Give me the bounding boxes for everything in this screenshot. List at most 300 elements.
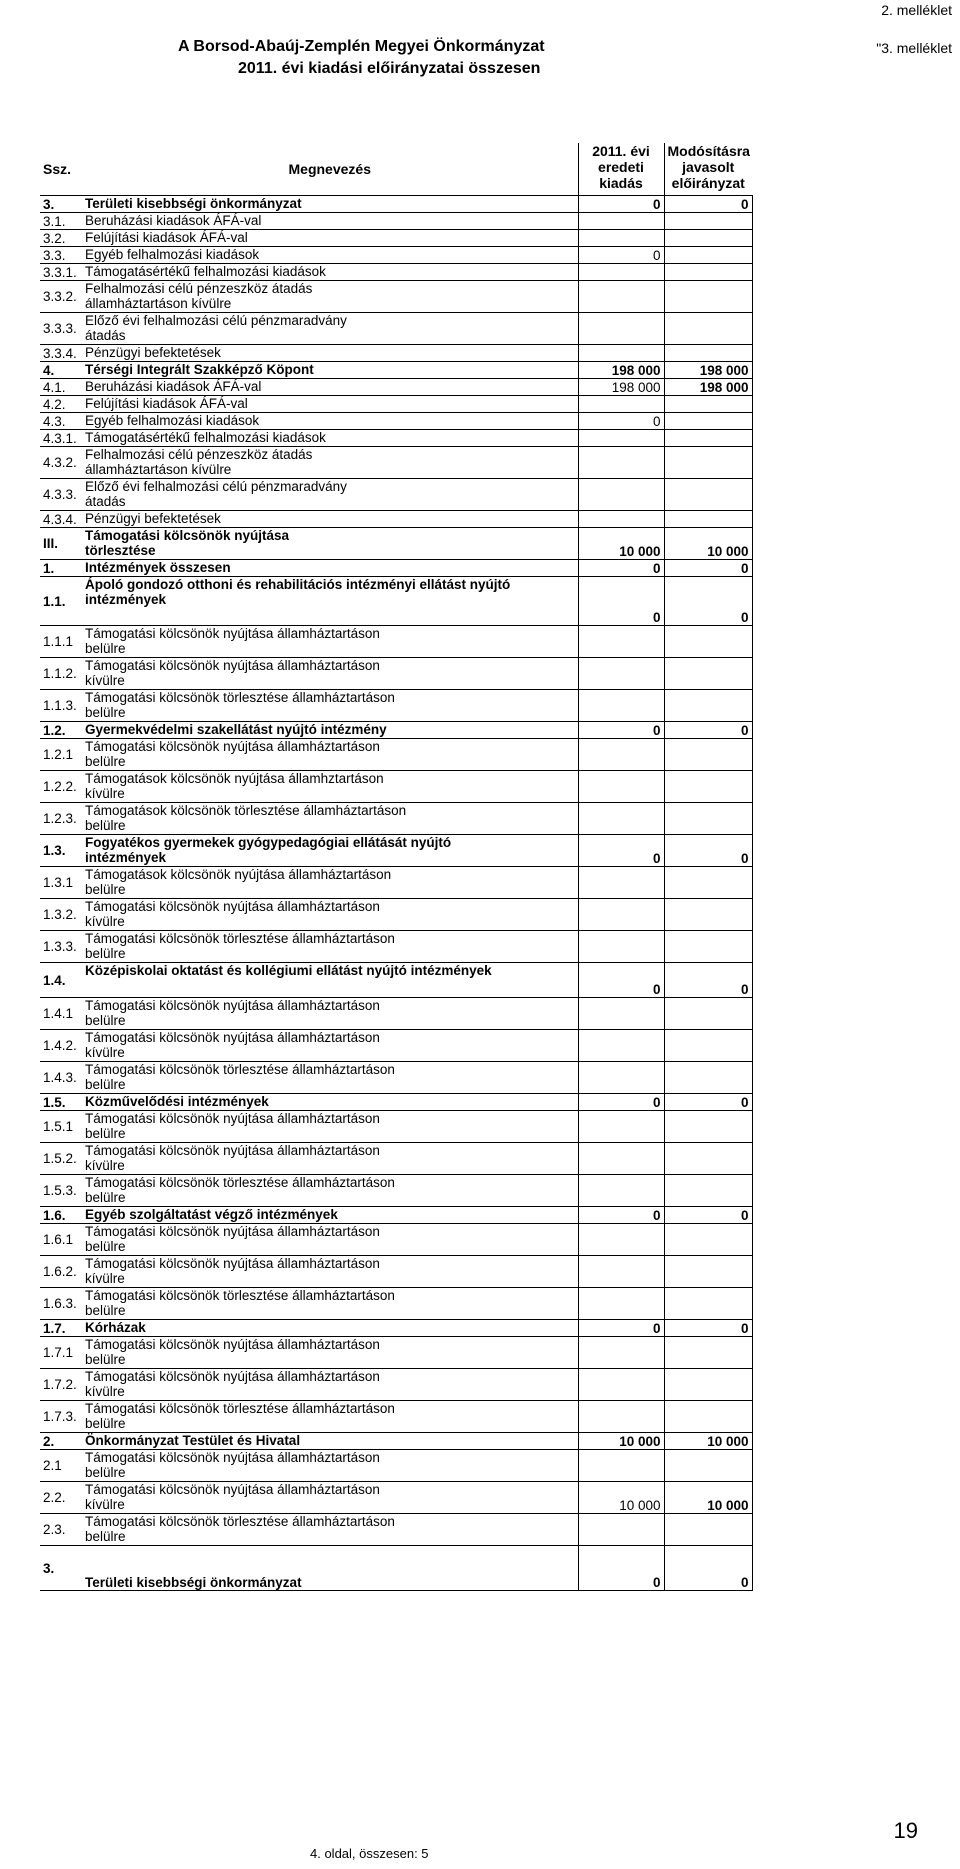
row-name-line1: Támogatási kölcsönök törlesztése államháztartáson xyxy=(85,1175,395,1190)
row-name-line1: Térségi Integrált Szakképző Köpont xyxy=(85,362,314,377)
table-row xyxy=(40,281,752,313)
row-ssz: III. xyxy=(40,528,82,560)
row-name xyxy=(82,1288,578,1320)
table-header-row xyxy=(40,143,752,196)
row-modified-value xyxy=(664,264,752,281)
row-original-value xyxy=(578,690,664,722)
table-row xyxy=(40,963,752,998)
row-ssz: 1.2.3. xyxy=(40,803,82,835)
table-row xyxy=(40,1288,752,1320)
row-name xyxy=(82,430,578,447)
row-modified-value xyxy=(664,1111,752,1143)
table-row xyxy=(40,1401,752,1433)
row-original-value xyxy=(578,1224,664,1256)
row-ssz: 1.4.1 xyxy=(40,998,82,1030)
row-modified-value xyxy=(664,739,752,771)
row-original-value: 0 xyxy=(578,722,664,739)
row-ssz: 1.7.2. xyxy=(40,1369,82,1401)
row-name-line1: Egyéb felhalmozási kiadások xyxy=(85,247,260,262)
row-name xyxy=(82,1062,578,1094)
column-header-modification-line1: Modósításra xyxy=(667,143,750,159)
row-original-value xyxy=(578,264,664,281)
row-modified-value: 10 000 xyxy=(664,528,752,560)
table-row xyxy=(40,771,752,803)
table-row xyxy=(40,560,752,577)
row-modified-value xyxy=(664,998,752,1030)
row-name-line2: törlesztése xyxy=(85,543,156,558)
row-ssz: 2.3. xyxy=(40,1514,82,1546)
row-name xyxy=(82,247,578,264)
row-modified-value: 0 xyxy=(664,963,752,998)
table-row xyxy=(40,479,752,511)
table-row xyxy=(40,1094,752,1111)
row-modified-value: 198 000 xyxy=(664,379,752,396)
row-modified-value: 0 xyxy=(664,1546,752,1591)
row-name-line1: Támogatási kölcsönök nyújtása államháztartáson xyxy=(85,1111,380,1126)
row-name-line1: Közművelődési intézmények xyxy=(85,1094,269,1109)
row-name-line2: kívülre xyxy=(85,1384,125,1399)
table-row xyxy=(40,413,752,430)
row-name-line2: belülre xyxy=(85,1352,126,1367)
row-original-value xyxy=(578,230,664,247)
row-original-value xyxy=(578,1062,664,1094)
row-ssz: 3.2. xyxy=(40,230,82,247)
row-modified-value xyxy=(664,1401,752,1433)
row-modified-value xyxy=(664,230,752,247)
document-title: A Borsod-Abaúj-Zemplén Megyei Önkormányzat xyxy=(178,38,545,55)
table-row xyxy=(40,1369,752,1401)
row-original-value xyxy=(578,345,664,362)
row-name-line1: Támogatási kölcsönök nyújtása államháztartáson xyxy=(85,739,380,754)
row-ssz: 2. xyxy=(40,1433,82,1450)
row-name xyxy=(82,835,578,867)
row-name-line1: Támogatási kölcsönök törlesztése államháztartáson xyxy=(85,931,395,946)
row-name-line2: belülre xyxy=(85,1190,126,1205)
row-modified-value xyxy=(664,1062,752,1094)
row-modified-value xyxy=(664,1256,752,1288)
row-original-value xyxy=(578,658,664,690)
row-ssz: 2.2. xyxy=(40,1482,82,1514)
row-original-value: 0 xyxy=(578,1546,664,1591)
row-name-line2: államháztartáson kívülre xyxy=(85,296,232,311)
row-original-value xyxy=(578,447,664,479)
row-original-value: 0 xyxy=(578,1094,664,1111)
row-name-line2: kívülre xyxy=(85,1271,125,1286)
row-ssz: 3. xyxy=(40,1546,82,1591)
row-original-value xyxy=(578,867,664,899)
row-original-value xyxy=(578,1369,664,1401)
row-original-value: 0 xyxy=(578,577,664,626)
row-ssz: 3.3.4. xyxy=(40,345,82,362)
table-row xyxy=(40,396,752,413)
row-name-line1: Felújítási kiadások ÁFÁ-val xyxy=(85,230,248,245)
row-modified-value: 0 xyxy=(664,835,752,867)
row-ssz: 1.3.1 xyxy=(40,867,82,899)
page-number: 19 xyxy=(893,1818,918,1843)
row-name-line1: Felhalmozási célú pénzeszköz átadás xyxy=(85,447,313,462)
row-name-line2: intézmények xyxy=(85,592,167,607)
row-modified-value xyxy=(664,479,752,511)
row-name-line1: Támogatási kölcsönök törlesztése államháztartáson xyxy=(85,1062,395,1077)
row-name xyxy=(82,771,578,803)
row-name-line2: belülre xyxy=(85,946,126,961)
row-name-line1: Kórházak xyxy=(85,1320,146,1335)
row-modified-value xyxy=(664,626,752,658)
row-ssz: 1.3.2. xyxy=(40,899,82,931)
row-original-value xyxy=(578,1256,664,1288)
row-modified-value xyxy=(664,313,752,345)
table-row xyxy=(40,1207,752,1224)
row-name-line1: Beruházási kiadások ÁFÁ-val xyxy=(85,379,262,394)
document-subtitle: 2011. évi kiadási előirányzatai összesen xyxy=(238,60,541,77)
row-name-line1: Területi kisebbségi önkormányzat xyxy=(85,1575,302,1590)
row-ssz: 1.1.2. xyxy=(40,658,82,690)
column-header-original xyxy=(578,143,664,196)
row-name xyxy=(82,1369,578,1401)
table-row xyxy=(40,998,752,1030)
row-original-value xyxy=(578,430,664,447)
row-name-line1: Támogatási kölcsönök nyújtása államháztartáson xyxy=(85,1224,380,1239)
row-name xyxy=(82,658,578,690)
table-row xyxy=(40,722,752,739)
column-header-original-line2: eredeti xyxy=(598,159,644,175)
row-name xyxy=(82,345,578,362)
row-name-line2: belülre xyxy=(85,882,126,897)
row-ssz: 1.6. xyxy=(40,1207,82,1224)
row-ssz: 4.1. xyxy=(40,379,82,396)
row-ssz: 1.4.3. xyxy=(40,1062,82,1094)
row-ssz: 1.5.2. xyxy=(40,1143,82,1175)
column-header-original-line1: 2011. évi xyxy=(592,143,650,159)
row-name xyxy=(82,1450,578,1482)
table-row xyxy=(40,1337,752,1369)
row-original-value: 10 000 xyxy=(578,1482,664,1514)
row-name-line1: Pénzügyi befektetések xyxy=(85,511,221,526)
row-modified-value xyxy=(664,281,752,313)
row-name-line2: belülre xyxy=(85,754,126,769)
table-row xyxy=(40,931,752,963)
row-original-value: 10 000 xyxy=(578,528,664,560)
row-modified-value xyxy=(664,931,752,963)
row-name-line1: Beruházási kiadások ÁFÁ-val xyxy=(85,213,262,228)
row-name xyxy=(82,511,578,528)
row-name xyxy=(82,722,578,739)
row-name-line1: Támogatási kölcsönök nyújtása xyxy=(85,528,290,543)
row-ssz: 1.2.2. xyxy=(40,771,82,803)
table-row xyxy=(40,1514,752,1546)
row-ssz: 3.3.3. xyxy=(40,313,82,345)
row-name-line1: Ápoló gondozó otthoni és rehabilitációs intézményi ellátást nyújtó xyxy=(85,577,511,592)
row-ssz: 4.3. xyxy=(40,413,82,430)
row-name xyxy=(82,379,578,396)
row-ssz: 3.1. xyxy=(40,213,82,230)
row-name xyxy=(82,413,578,430)
row-name-line2: belülre xyxy=(85,1416,126,1431)
row-name xyxy=(82,1207,578,1224)
row-ssz: 3.3. xyxy=(40,247,82,264)
row-name-line1: Fogyatékos gyermekek gyógypedagógiai ellátását nyújtó xyxy=(85,835,452,850)
row-modified-value: 0 xyxy=(664,1207,752,1224)
row-name xyxy=(82,739,578,771)
row-name xyxy=(82,1224,578,1256)
row-name xyxy=(82,963,578,998)
table-row xyxy=(40,739,752,771)
row-original-value: 0 xyxy=(578,560,664,577)
table-body xyxy=(40,196,752,1591)
row-name-line1: Támogatási kölcsönök nyújtása államháztartáson xyxy=(85,1337,380,1352)
row-name-line2: kívülre xyxy=(85,914,125,929)
row-name xyxy=(82,1514,578,1546)
table-row xyxy=(40,867,752,899)
row-ssz: 1.1. xyxy=(40,577,82,626)
row-ssz: 1.4.2. xyxy=(40,1030,82,1062)
row-name-line2: belülre xyxy=(85,1529,126,1544)
row-name-line2: kívülre xyxy=(85,1497,125,1512)
row-ssz: 4.3.2. xyxy=(40,447,82,479)
row-name xyxy=(82,1546,578,1591)
row-name-line1: Támogatásértékű felhalmozási kiadások xyxy=(85,430,326,445)
row-name-line2: kívülre xyxy=(85,1158,125,1173)
row-name-line1: Felújítási kiadások ÁFÁ-val xyxy=(85,396,248,411)
row-name xyxy=(82,867,578,899)
table-row xyxy=(40,1224,752,1256)
table-row xyxy=(40,196,752,213)
row-ssz: 1.1.1 xyxy=(40,626,82,658)
row-modified-value: 10 000 xyxy=(664,1482,752,1514)
row-name-line1: Támogatások kölcsönök nyújtása államhztartáson xyxy=(85,771,384,786)
row-original-value xyxy=(578,931,664,963)
row-original-value xyxy=(578,803,664,835)
row-name xyxy=(82,213,578,230)
table-row xyxy=(40,1320,752,1337)
row-name xyxy=(82,899,578,931)
row-name-line2: belülre xyxy=(85,1465,126,1480)
row-name xyxy=(82,1320,578,1337)
row-name xyxy=(82,1401,578,1433)
row-modified-value xyxy=(664,1224,752,1256)
row-ssz: 1.6.3. xyxy=(40,1288,82,1320)
table-row xyxy=(40,1482,752,1514)
row-name xyxy=(82,447,578,479)
table-row xyxy=(40,626,752,658)
row-name-line1: Felhalmozási célú pénzeszköz átadás xyxy=(85,281,313,296)
row-original-value: 0 xyxy=(578,247,664,264)
row-name-line2: átadás xyxy=(85,494,126,509)
row-modified-value xyxy=(664,690,752,722)
table-row xyxy=(40,447,752,479)
row-ssz: 1.7.3. xyxy=(40,1401,82,1433)
row-name-line1: Támogatási kölcsönök nyújtása államháztartáson xyxy=(85,1256,380,1271)
table-row xyxy=(40,264,752,281)
table-row xyxy=(40,345,752,362)
row-modified-value xyxy=(664,430,752,447)
row-name-line1: Támogatási kölcsönök nyújtása államháztartáson xyxy=(85,1450,380,1465)
row-ssz: 1.2. xyxy=(40,722,82,739)
table-row xyxy=(40,213,752,230)
table-row xyxy=(40,1546,752,1591)
row-original-value xyxy=(578,1337,664,1369)
row-name-line2: belülre xyxy=(85,641,126,656)
row-name-line1: Támogatási kölcsönök nyújtása államháztartáson xyxy=(85,658,380,673)
table-row xyxy=(40,511,752,528)
row-name-line2: belülre xyxy=(85,818,126,833)
row-original-value: 198 000 xyxy=(578,362,664,379)
table-row xyxy=(40,1256,752,1288)
row-original-value: 0 xyxy=(578,1207,664,1224)
row-name xyxy=(82,1337,578,1369)
row-original-value xyxy=(578,771,664,803)
row-name-line2: kívülre xyxy=(85,786,125,801)
row-modified-value: 0 xyxy=(664,1320,752,1337)
table-row xyxy=(40,899,752,931)
row-name xyxy=(82,1030,578,1062)
row-name-line2: államháztartáson kívülre xyxy=(85,462,232,477)
row-modified-value: 0 xyxy=(664,722,752,739)
row-ssz: 1. xyxy=(40,560,82,577)
row-name-line1: Támogatási kölcsönök nyújtása államháztartáson xyxy=(85,1482,380,1497)
row-ssz: 1.5. xyxy=(40,1094,82,1111)
row-name xyxy=(82,1433,578,1450)
row-name xyxy=(82,931,578,963)
row-modified-value xyxy=(664,1288,752,1320)
row-name-line1: Középiskolai oktatást és kollégiumi ellátást nyújtó intézmények xyxy=(85,963,492,978)
table-row xyxy=(40,690,752,722)
row-name xyxy=(82,281,578,313)
row-name-line1: Támogatási kölcsönök törlesztése államháztartáson xyxy=(85,1514,395,1529)
row-name-line1: Támogatások kölcsönök törlesztése államháztartáson xyxy=(85,803,407,818)
row-name-line1: Területi kisebbségi önkormányzat xyxy=(85,196,302,211)
row-ssz: 4. xyxy=(40,362,82,379)
row-original-value xyxy=(578,1030,664,1062)
row-ssz: 1.7. xyxy=(40,1320,82,1337)
row-modified-value xyxy=(664,867,752,899)
row-modified-value xyxy=(664,1143,752,1175)
row-name xyxy=(82,560,578,577)
row-name-line1: Támogatási kölcsönök nyújtása államháztartáson xyxy=(85,626,380,641)
row-modified-value xyxy=(664,247,752,264)
row-name xyxy=(82,1143,578,1175)
row-name xyxy=(82,577,578,626)
row-modified-value xyxy=(664,345,752,362)
row-name-line1: Támogatási kölcsönök nyújtása államháztartáson xyxy=(85,899,380,914)
row-ssz: 1.4. xyxy=(40,963,82,998)
row-name xyxy=(82,1256,578,1288)
row-original-value xyxy=(578,1111,664,1143)
row-original-value xyxy=(578,1143,664,1175)
row-name xyxy=(82,803,578,835)
row-ssz: 3. xyxy=(40,196,82,213)
row-ssz: 4.2. xyxy=(40,396,82,413)
row-ssz: 1.1.3. xyxy=(40,690,82,722)
row-modified-value: 0 xyxy=(664,560,752,577)
table-row xyxy=(40,658,752,690)
row-name-line2: kívülre xyxy=(85,673,125,688)
row-modified-value xyxy=(664,1337,752,1369)
row-modified-value xyxy=(664,771,752,803)
row-original-value: 0 xyxy=(578,413,664,430)
row-ssz: 4.3.1. xyxy=(40,430,82,447)
budget-table xyxy=(40,143,753,1591)
row-name xyxy=(82,528,578,560)
row-original-value xyxy=(578,998,664,1030)
row-original-value xyxy=(578,1514,664,1546)
row-name-line1: Támogatási kölcsönök nyújtása államháztartáson xyxy=(85,1030,380,1045)
row-original-value xyxy=(578,313,664,345)
row-modified-value xyxy=(664,511,752,528)
row-ssz: 4.3.4. xyxy=(40,511,82,528)
table-row xyxy=(40,313,752,345)
row-name xyxy=(82,1111,578,1143)
row-name xyxy=(82,690,578,722)
row-name xyxy=(82,196,578,213)
row-original-value xyxy=(578,213,664,230)
table-row xyxy=(40,835,752,867)
row-name xyxy=(82,230,578,247)
row-name-line2: belülre xyxy=(85,1013,126,1028)
row-original-value xyxy=(578,899,664,931)
row-modified-value: 0 xyxy=(664,196,752,213)
table-row xyxy=(40,230,752,247)
row-original-value: 10 000 xyxy=(578,1433,664,1450)
table-row xyxy=(40,1175,752,1207)
row-name-line1: Támogatások kölcsönök nyújtása államháztartáson xyxy=(85,867,392,882)
row-name-line1: Pénzügyi befektetések xyxy=(85,345,221,360)
row-name xyxy=(82,1175,578,1207)
row-name-line2: belülre xyxy=(85,1239,126,1254)
page-footer-note: 4. oldal, összesen: 5 xyxy=(310,1846,429,1861)
table-row xyxy=(40,528,752,560)
row-name xyxy=(82,998,578,1030)
row-modified-value xyxy=(664,803,752,835)
row-name-line2: belülre xyxy=(85,1077,126,1092)
row-modified-value xyxy=(664,1450,752,1482)
column-header-modification-line2: javasolt xyxy=(682,159,735,175)
row-name-line2: belülre xyxy=(85,705,126,720)
row-name-line1: Támogatási kölcsönök törlesztése államháztartáson xyxy=(85,1288,395,1303)
column-header-original-line3: kiadás xyxy=(599,175,643,191)
table-row xyxy=(40,803,752,835)
row-original-value xyxy=(578,1450,664,1482)
row-modified-value xyxy=(664,1514,752,1546)
row-name xyxy=(82,396,578,413)
row-name xyxy=(82,362,578,379)
column-header-modification-line3: előirányzat xyxy=(671,175,745,191)
row-ssz: 1.6.2. xyxy=(40,1256,82,1288)
table-row xyxy=(40,1062,752,1094)
row-name xyxy=(82,626,578,658)
column-header-modification xyxy=(664,143,752,196)
row-original-value xyxy=(578,626,664,658)
row-name-line1: Támogatási kölcsönök nyújtása államháztartáson xyxy=(85,998,380,1013)
row-name xyxy=(82,1482,578,1514)
row-original-value: 0 xyxy=(578,1320,664,1337)
row-ssz: 3.3.1. xyxy=(40,264,82,281)
row-name-line1: Támogatási kölcsönök törlesztése államháztartáson xyxy=(85,690,395,705)
row-original-value: 0 xyxy=(578,963,664,998)
row-modified-value xyxy=(664,213,752,230)
row-name-line2: intézmények xyxy=(85,850,167,865)
row-name-line2: belülre xyxy=(85,1126,126,1141)
annex-label: 2. melléklet xyxy=(881,2,952,18)
table-row xyxy=(40,379,752,396)
row-name-line1: Támogatási kölcsönök nyújtása államháztartáson xyxy=(85,1369,380,1384)
row-name-line1: Támogatási kölcsönök törlesztése államháztartáson xyxy=(85,1401,395,1416)
row-modified-value xyxy=(664,1369,752,1401)
row-name-line1: Gyermekvédelmi szakellátást nyújtó intézmény xyxy=(85,722,387,737)
row-name xyxy=(82,479,578,511)
row-name-line2: kívülre xyxy=(85,1045,125,1060)
column-header-ssz: Ssz. xyxy=(40,143,82,196)
